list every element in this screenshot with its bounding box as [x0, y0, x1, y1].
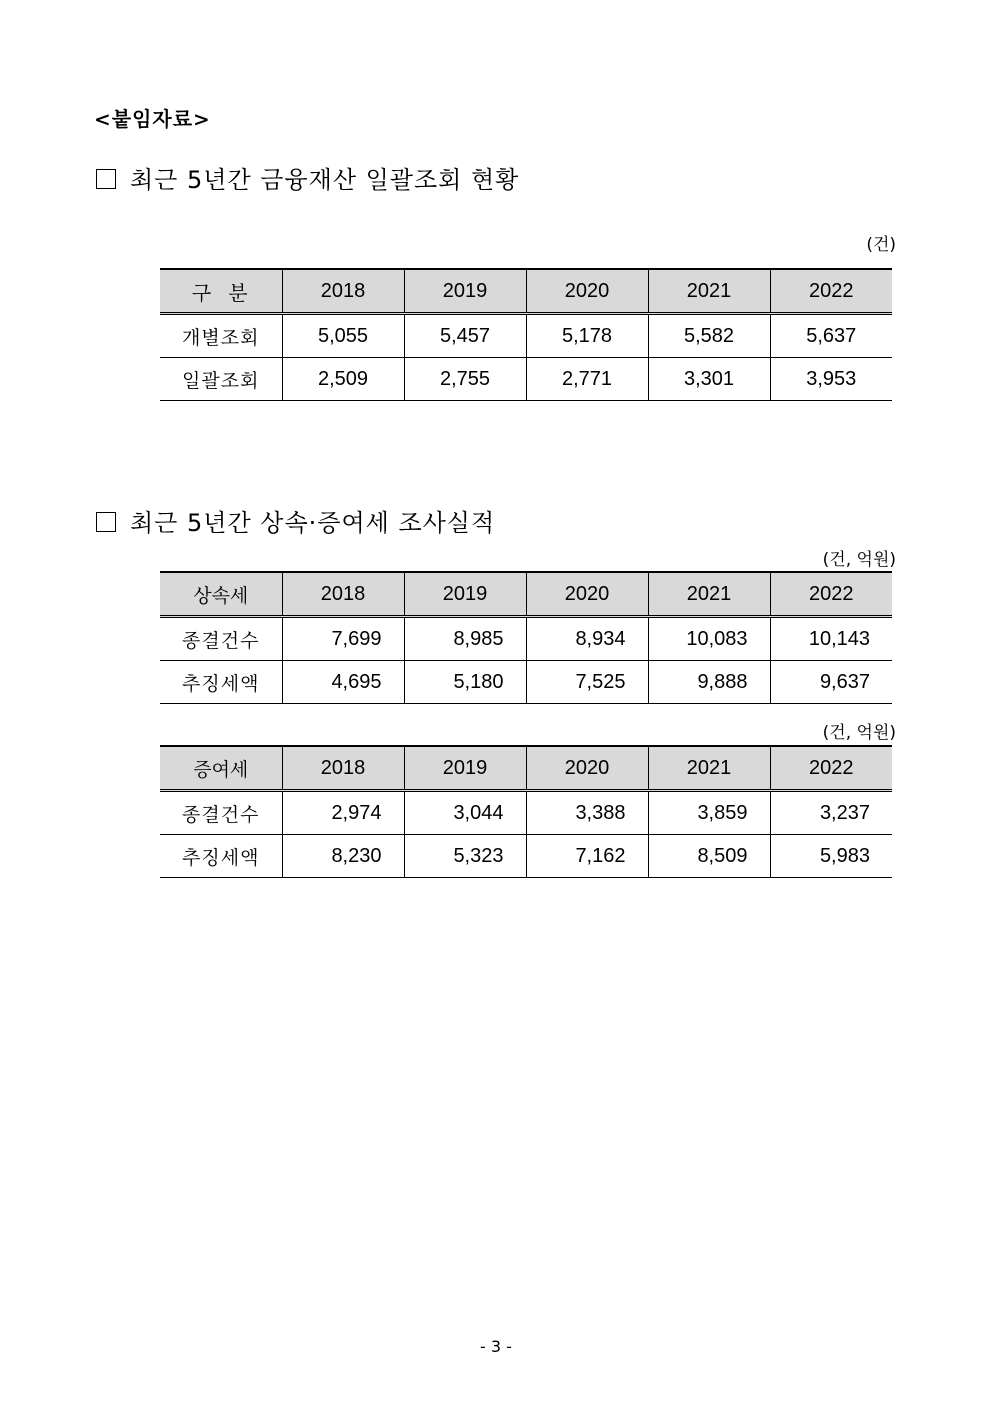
row-label: 종결건수	[182, 629, 260, 652]
inheritance-tax-table	[160, 571, 892, 704]
table-cell: 5,178	[526, 314, 648, 358]
header-year: 2020	[526, 572, 648, 617]
table-cell: 3,044	[404, 791, 526, 835]
table-cell: 8,934	[526, 617, 648, 661]
header-year: 2022	[770, 269, 892, 314]
section1-unit: (건)	[866, 235, 896, 255]
gift-tax-table	[160, 745, 892, 878]
header-category: 증여세	[160, 746, 282, 791]
gift-unit: (건, 억원)	[822, 723, 896, 743]
table-cell: 8,985	[404, 617, 526, 661]
table-cell: 3,301	[648, 358, 770, 401]
table-cell: 9,888	[648, 661, 770, 704]
inheritance-unit: (건, 억원)	[822, 550, 896, 570]
table-cell: 5,055	[282, 314, 404, 358]
table-row	[160, 314, 892, 358]
table-cell: 9,637	[770, 661, 892, 704]
header-year: 2020	[526, 746, 648, 791]
header-year: 2021	[648, 572, 770, 617]
table-cell: 7,699	[282, 617, 404, 661]
header-year: 2018	[282, 746, 404, 791]
table-cell: 7,525	[526, 661, 648, 704]
table-cell: 4,695	[282, 661, 404, 704]
table-cell: 10,083	[648, 617, 770, 661]
header-year: 2022	[770, 746, 892, 791]
section1-heading-text: 최근 5년간 금융재산 일괄조회 현황	[130, 166, 520, 194]
section1-heading	[96, 160, 519, 195]
table-cell: 3,237	[770, 791, 892, 835]
financial-inquiry-table	[160, 268, 892, 401]
table-cell: 5,457	[404, 314, 526, 358]
table-header-row	[160, 269, 892, 314]
checkbox-square-icon	[96, 512, 116, 532]
table-cell: 2,974	[282, 791, 404, 835]
attachment-title: <붙임자료>	[94, 107, 211, 131]
table-cell: 2,755	[404, 358, 526, 401]
table-cell: 2,771	[526, 358, 648, 401]
header-year: 2020	[526, 269, 648, 314]
table-row	[160, 661, 892, 704]
table-cell: 5,323	[404, 835, 526, 878]
table-header-row	[160, 746, 892, 791]
row-label: 추징세액	[182, 846, 260, 869]
table-row	[160, 791, 892, 835]
header-year: 2022	[770, 572, 892, 617]
table-cell: 7,162	[526, 835, 648, 878]
header-year: 2019	[404, 572, 526, 617]
table-row	[160, 617, 892, 661]
table-cell: 8,230	[282, 835, 404, 878]
row-label: 추징세액	[182, 672, 260, 695]
table-cell: 10,143	[770, 617, 892, 661]
row-label: 개별조회	[182, 326, 260, 349]
header-year: 2019	[404, 269, 526, 314]
section2-heading	[96, 503, 495, 538]
table-cell: 3,953	[770, 358, 892, 401]
header-category: 상속세	[160, 572, 282, 617]
table-cell: 5,983	[770, 835, 892, 878]
table-cell: 2,509	[282, 358, 404, 401]
table-cell: 5,180	[404, 661, 526, 704]
header-category: 구 분	[160, 269, 282, 314]
header-year: 2019	[404, 746, 526, 791]
header-year: 2021	[648, 269, 770, 314]
checkbox-square-icon	[96, 169, 116, 189]
table-cell: 5,582	[648, 314, 770, 358]
table-cell: 8,509	[648, 835, 770, 878]
header-year: 2018	[282, 572, 404, 617]
row-label: 일괄조회	[182, 369, 260, 392]
header-year: 2018	[282, 269, 404, 314]
table-row	[160, 835, 892, 878]
table-cell: 3,859	[648, 791, 770, 835]
section2-heading-text: 최근 5년간 상속·증여세 조사실적	[130, 509, 496, 537]
row-label: 종결건수	[182, 803, 260, 826]
table-row	[160, 358, 892, 401]
header-year: 2021	[648, 746, 770, 791]
table-header-row	[160, 572, 892, 617]
page-number: - 3 -	[480, 1337, 512, 1356]
table-cell: 5,637	[770, 314, 892, 358]
table-cell: 3,388	[526, 791, 648, 835]
